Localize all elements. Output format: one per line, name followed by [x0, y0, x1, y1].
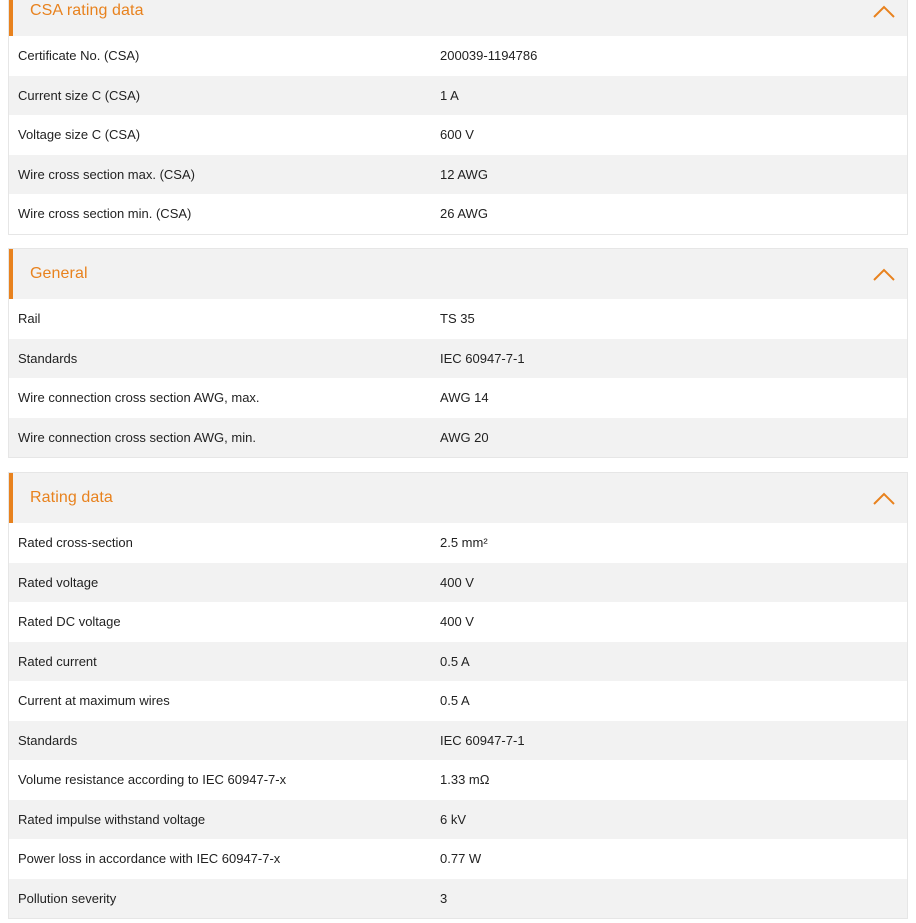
table-row — [9, 194, 907, 234]
row-label: Rated DC voltage — [18, 614, 121, 630]
section-rating-data — [8, 472, 908, 919]
section-csa-rating-data — [8, 0, 908, 235]
section-title: General — [30, 265, 88, 282]
table-row — [9, 339, 907, 379]
table-row — [9, 155, 907, 195]
row-label: Rail — [18, 311, 41, 327]
section-header-general[interactable] — [9, 249, 907, 299]
section-header-csa-rating-data[interactable] — [9, 0, 907, 36]
row-label: Rated voltage — [18, 574, 99, 590]
row-value: 3 — [440, 890, 448, 906]
row-value: 26 AWG — [440, 206, 488, 222]
chevron-up-icon[interactable] — [873, 267, 895, 281]
section-title: CSA rating data — [30, 2, 144, 19]
table-row — [9, 642, 907, 682]
row-label: Wire connection cross section AWG, max. — [18, 390, 260, 406]
row-value: AWG 20 — [440, 429, 489, 445]
chevron-up-icon[interactable] — [873, 491, 895, 505]
row-value: 6 kV — [440, 811, 467, 827]
table-row — [9, 800, 907, 840]
row-value: 600 V — [440, 127, 474, 143]
chevron-up-icon[interactable] — [873, 4, 895, 18]
row-value: 12 AWG — [440, 166, 488, 182]
table-row — [9, 681, 907, 721]
row-label: Certificate No. (CSA) — [18, 48, 140, 64]
table-row — [9, 299, 907, 339]
row-label: Rated cross-section — [18, 535, 133, 551]
row-value: IEC 60947-7-1 — [440, 350, 525, 366]
row-value: 1.33 mΩ — [440, 772, 490, 788]
row-label: Current at maximum wires — [18, 693, 170, 709]
row-label: Wire cross section min. (CSA) — [18, 206, 192, 222]
row-label: Standards — [18, 732, 78, 748]
row-value: TS 35 — [440, 311, 475, 327]
table-row — [9, 523, 907, 563]
table-row — [9, 418, 907, 458]
row-value: 0.5 A — [440, 693, 470, 709]
row-value: 0.77 W — [440, 851, 482, 867]
row-label: Volume resistance according to IEC 60947-7-x — [18, 772, 287, 788]
row-label: Wire cross section max. (CSA) — [18, 166, 195, 182]
table-row — [9, 36, 907, 76]
row-label: Wire connection cross section AWG, min. — [18, 429, 256, 445]
row-label: Rated current — [18, 653, 97, 669]
row-value: 400 V — [440, 574, 474, 590]
row-value: 2.5 mm² — [440, 535, 488, 551]
table-row — [9, 378, 907, 418]
row-label: Pollution severity — [18, 890, 117, 906]
table-row — [9, 721, 907, 761]
row-label: Power loss in accordance with IEC 60947-7-x — [18, 851, 281, 867]
table-row — [9, 839, 907, 879]
row-label: Rated impulse withstand voltage — [18, 811, 206, 827]
row-value: 400 V — [440, 614, 474, 630]
row-label: Current size C (CSA) — [18, 87, 141, 103]
row-value: 0.5 A — [440, 653, 470, 669]
section-header-rating-data[interactable] — [9, 473, 907, 523]
row-value: 1 A — [440, 87, 459, 103]
row-label: Voltage size C (CSA) — [18, 127, 141, 143]
row-value: IEC 60947-7-1 — [440, 732, 525, 748]
section-title: Rating data — [30, 489, 113, 506]
row-value: 200039-1194786 — [440, 48, 538, 64]
table-row — [9, 602, 907, 642]
table-row — [9, 760, 907, 800]
section-general — [8, 248, 908, 458]
table-row — [9, 563, 907, 603]
table-row — [9, 76, 907, 116]
row-value: AWG 14 — [440, 390, 489, 406]
table-row — [9, 115, 907, 155]
row-label: Standards — [18, 350, 78, 366]
table-row — [9, 879, 907, 919]
